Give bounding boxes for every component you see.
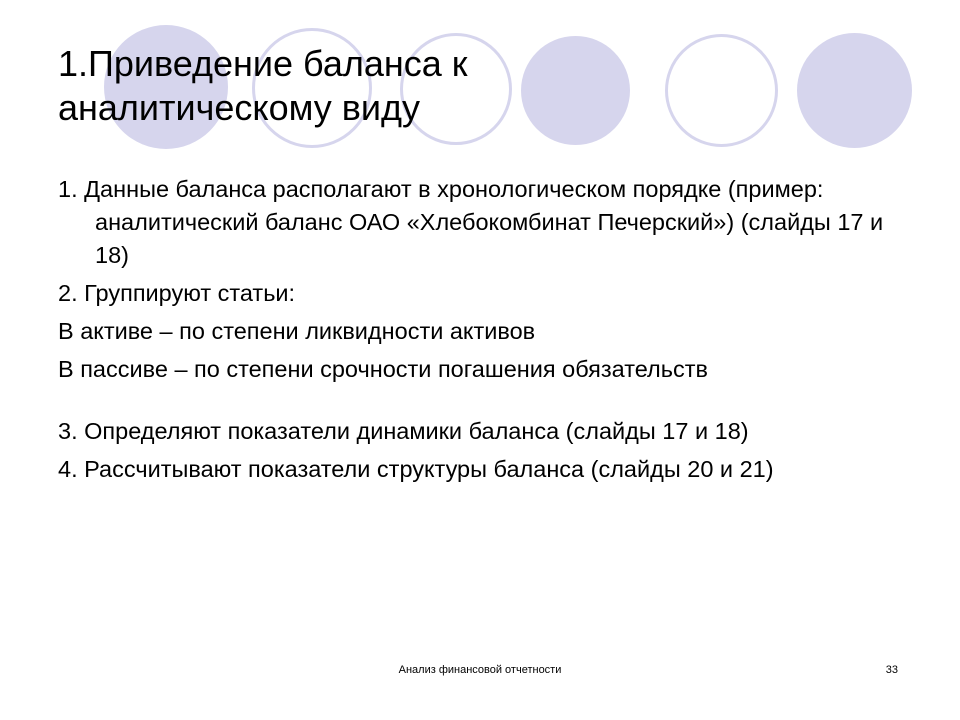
decorative-circle-ring	[665, 34, 778, 147]
slide-content	[58, 173, 908, 491]
list-item-2: 2. Группируют статьи:	[58, 280, 296, 306]
list-item-4: 4. Рассчитывают показатели структуры баланса (слайды 20 и 21)	[58, 456, 774, 482]
list-item-1: 1. Данные баланса располагают в хронологическом порядке (пример: аналитический баланс ОАО «Хлебокомбинат Печерский») (слайды 17 и 18)	[58, 176, 884, 268]
slide-number: 33	[885, 664, 898, 676]
decorative-circle-filled	[797, 33, 912, 148]
slide-footer: Анализ финансовой отчетности	[398, 664, 562, 676]
slide-title: 1.Приведение баланса к аналитическому виду	[58, 43, 468, 128]
list-item-3: 3. Определяют показатели динамики баланса (слайды 17 и 18)	[58, 418, 749, 444]
list-item-liabilities: В пассиве – по степени срочности погашения обязательств	[58, 356, 708, 382]
list-item-assets: В активе – по степени ликвидности активов	[58, 318, 536, 344]
